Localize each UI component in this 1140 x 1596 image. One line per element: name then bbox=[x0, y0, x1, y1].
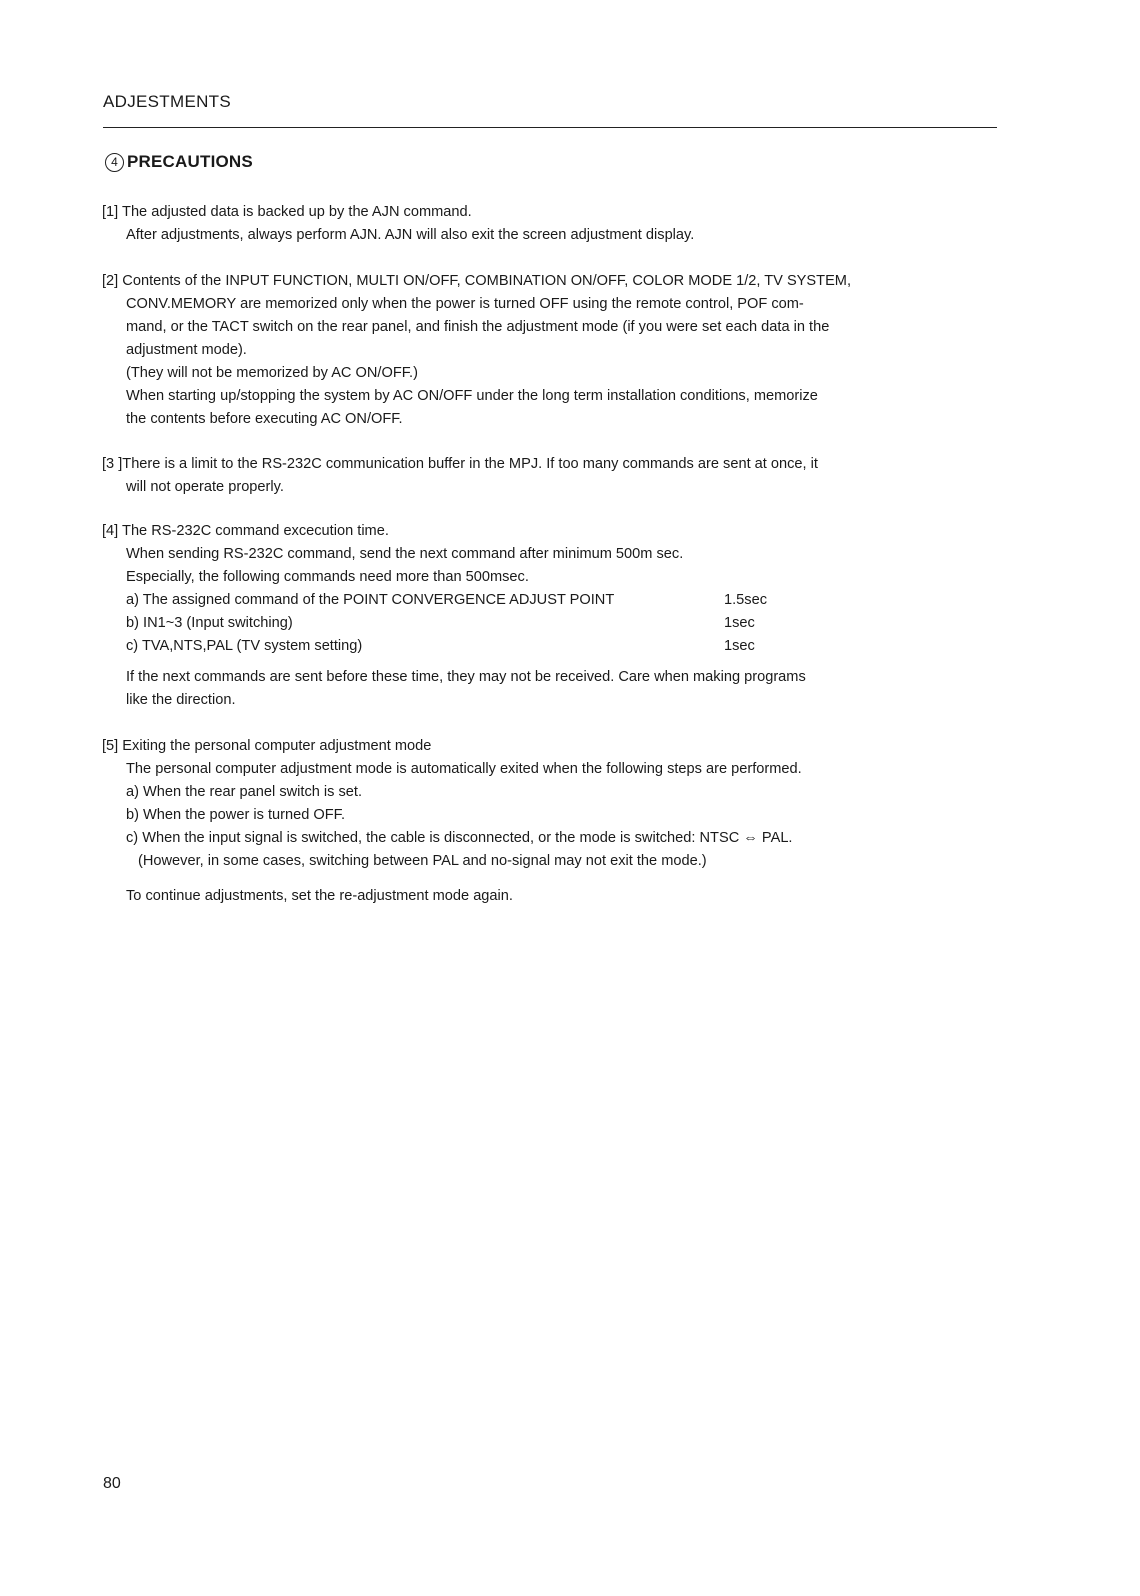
command-label: a) The assigned command of the POINT CONVERGENCE ADJUST POINT bbox=[126, 592, 615, 608]
command-time: 1sec bbox=[724, 638, 755, 654]
item-marker: [4] bbox=[102, 523, 119, 539]
paragraph-line: [1] The adjusted data is backed up by the AJN command. bbox=[102, 204, 472, 220]
precaution-item-1 bbox=[102, 201, 1002, 247]
paragraph-line: (They will not be memorized by AC ON/OFF.) bbox=[126, 365, 418, 381]
paragraph-line: If the next commands are sent before these time, they may not be received. Care when making programs bbox=[126, 669, 806, 685]
command-label: b) IN1~3 (Input switching) bbox=[126, 615, 293, 631]
page-header: ADJESTMENTS bbox=[103, 92, 231, 111]
precaution-item-4 bbox=[102, 520, 1002, 658]
precaution-item-2 bbox=[102, 270, 1002, 431]
header-divider bbox=[103, 127, 997, 128]
item-marker: [2] bbox=[102, 273, 119, 289]
precaution-item-3 bbox=[102, 453, 1002, 499]
paragraph-line: When sending RS-232C command, send the next command after minimum 500m sec. bbox=[126, 546, 684, 562]
paragraph-line: [3 ]There is a limit to the RS-232C communication buffer in the MPJ. If too many commands are sent at once, it bbox=[102, 456, 818, 472]
paragraph-line: c) When the input signal is switched, the cable is disconnected, or the mode is switched: NTSC ⇔ PAL. bbox=[126, 830, 793, 846]
precaution-item-5 bbox=[102, 735, 1002, 873]
paragraph-line: a) When the rear panel switch is set. bbox=[126, 784, 363, 800]
command-time: 1sec bbox=[724, 615, 755, 631]
paragraph-line: To continue adjustments, set the re-adjustment mode again. bbox=[126, 888, 513, 904]
paragraph-line: (However, in some cases, switching between PAL and no-signal may not exit the mode.) bbox=[138, 853, 707, 869]
paragraph-line: [2] Contents of the INPUT FUNCTION, MULTI ON/OFF, COMBINATION ON/OFF, COLOR MODE 1/2, TV SYSTEM, bbox=[102, 273, 852, 289]
paragraph-line: like the direction. bbox=[126, 692, 236, 708]
paragraph-line: [4] The RS-232C command excecution time. bbox=[102, 523, 389, 539]
item-marker: [3 ] bbox=[102, 456, 123, 472]
paragraph-line: adjustment mode). bbox=[126, 342, 247, 358]
command-time: 1.5sec bbox=[724, 592, 767, 608]
item-marker: [1] bbox=[102, 204, 119, 220]
circled-number-icon: 4 bbox=[105, 153, 124, 172]
paragraph-line: [5] Exiting the personal computer adjustment mode bbox=[102, 738, 432, 754]
paragraph-line: mand, or the TACT switch on the rear panel, and finish the adjustment mode (if you were set each data in the bbox=[126, 319, 830, 335]
command-label: c) TVA,NTS,PAL (TV system setting) bbox=[126, 638, 363, 654]
section-heading bbox=[105, 152, 253, 172]
command-timing-row bbox=[102, 635, 1002, 658]
precaution-item-4-note bbox=[102, 666, 1002, 712]
paragraph-line: The personal computer adjustment mode is automatically exited when the following steps are performed. bbox=[126, 761, 802, 777]
paragraph-line: When starting up/stopping the system by AC ON/OFF under the long term installation conditions, memorize bbox=[126, 388, 818, 404]
item-marker: [5] bbox=[102, 738, 119, 754]
paragraph-line: b) When the power is turned OFF. bbox=[126, 807, 345, 823]
paragraph-line: After adjustments, always perform AJN. AJN will also exit the screen adjustment display. bbox=[126, 227, 695, 243]
paragraph-line: will not operate properly. bbox=[126, 479, 284, 495]
paragraph-line: CONV.MEMORY are memorized only when the power is turned OFF using the remote control, POF com- bbox=[126, 296, 804, 312]
section-title: PRECAUTIONS bbox=[127, 152, 253, 171]
command-timing-row bbox=[102, 612, 1002, 635]
command-timing-row bbox=[102, 589, 1002, 612]
paragraph-line: the contents before executing AC ON/OFF. bbox=[126, 411, 403, 427]
closing-note bbox=[102, 885, 1002, 908]
page-number: 80 bbox=[103, 1475, 121, 1492]
paragraph-line: Especially, the following commands need more than 500msec. bbox=[126, 569, 529, 585]
